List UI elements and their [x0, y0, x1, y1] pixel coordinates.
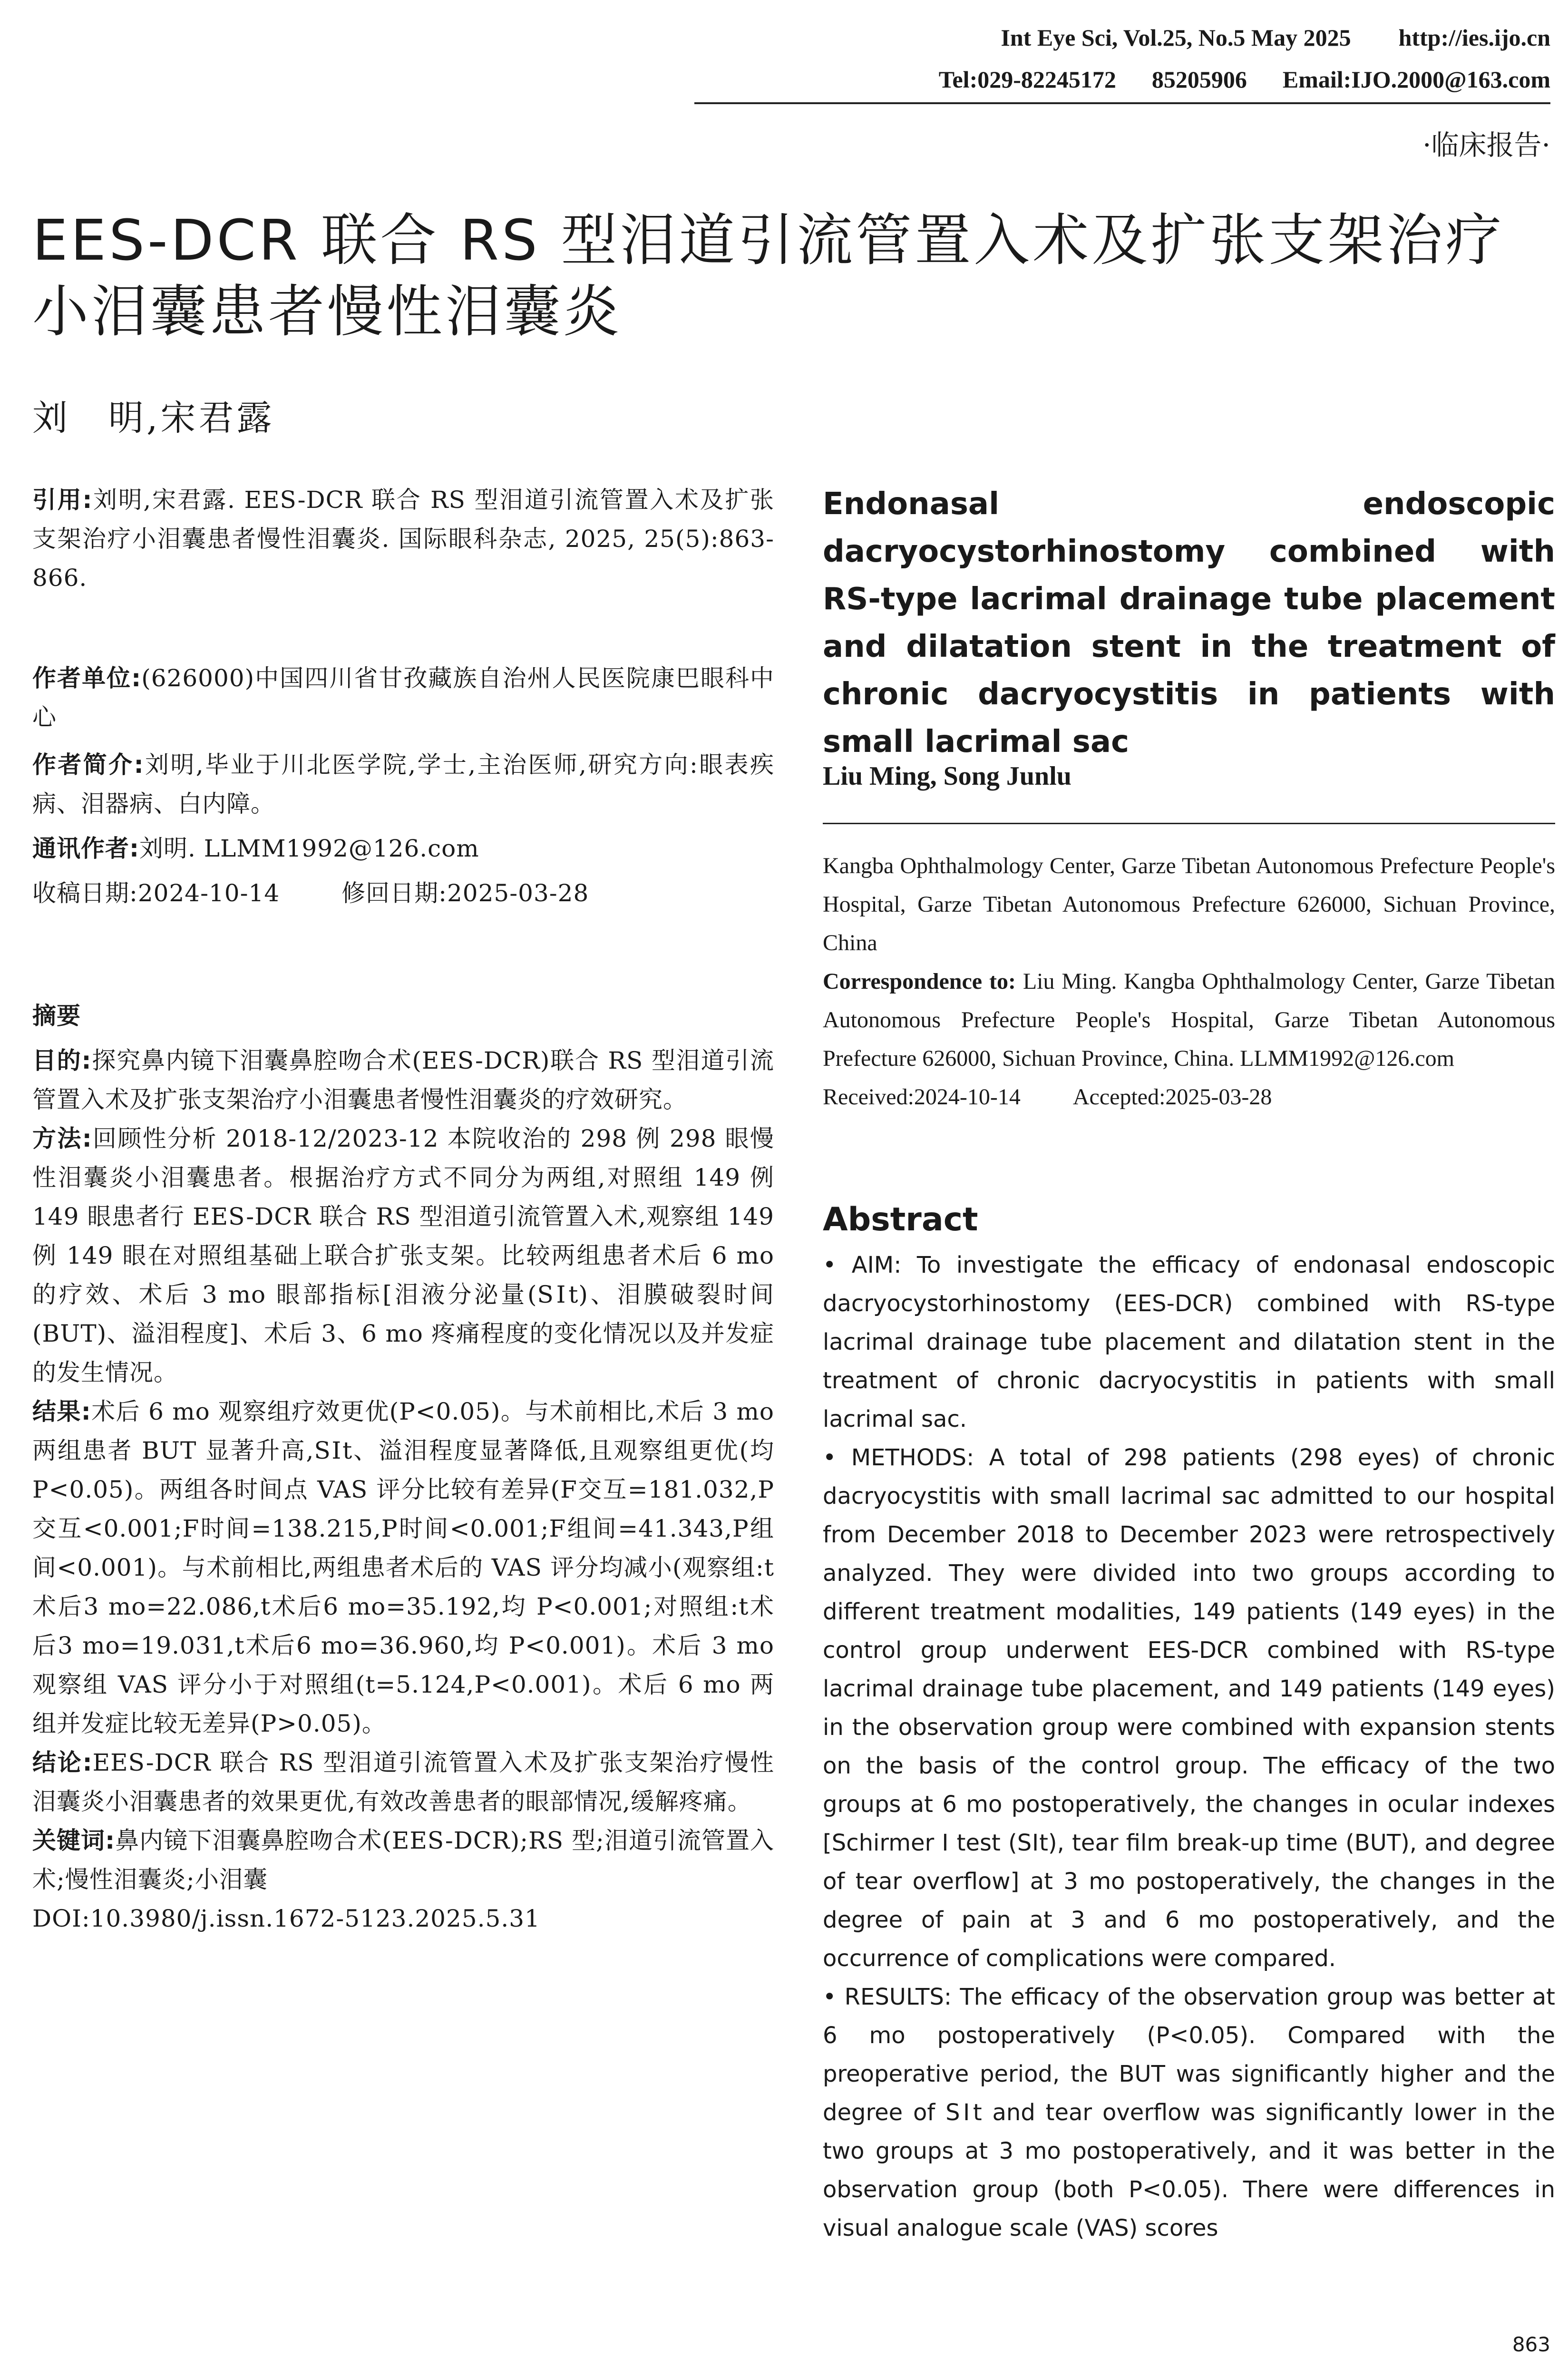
english-received: Received:2024-10-14: [823, 1084, 1021, 1110]
english-correspondence-text: Liu Ming. Kangba Ophthalmology Center, Garze Tibetan Autonomous Prefecture People's Hospital, Garze Tibetan Autonomous Prefecture 626000, Sichuan Province, China. LLMM1992@126.com: [823, 969, 1556, 1071]
received-date: 2024-10-14: [137, 879, 280, 907]
cn-aim: [32, 1041, 774, 1119]
english-methods-text: A total of 298 patients (298 eyes) of chronic dacryocystitis with small lacrimal sac admitted to our hospital from December 2018 to December 2023 were retrospectively analyzed. They were divided into two groups according to different treatment modalities, 149 patients (149 eyes) in the control group underwent EES-DCR combined with RS-type lacrimal drainage tube placement, and 149 patients (149 eyes) in the observation group were combined with expansion stents on the basis of the control group. The efficacy of the two groups at 6 mo postoperatively, the changes in ocular indexes [Schirmer Ⅰ test (SⅠt), tear film break-up time (BUT), and degree of tear overflow] at 3 mo postoperatively, the changes in the degree of pain at 3 and 6 mo postoperatively, and the occurrence of complications were compared.: [823, 1444, 1555, 1972]
author-rule: [823, 823, 1555, 824]
english-dates: [823, 1078, 1555, 1116]
journal-info: Int Eye Sci, Vol.25, No.5 May 2025 http://ies.ijo.cn: [1001, 24, 1550, 51]
english-results-label: RESULTS:: [844, 1984, 952, 2010]
cn-conclusion-label: 结论:: [32, 1749, 93, 1776]
english-affiliation-block: [823, 847, 1555, 1116]
english-methods-label: METHODS:: [851, 1444, 974, 1471]
cn-results-label: 结果:: [32, 1398, 91, 1425]
header-rule: [694, 102, 1550, 104]
cn-methods: [32, 1119, 774, 1392]
citation-label: 引用:: [32, 486, 93, 514]
english-abstract: [823, 1246, 1555, 2248]
english-results-text: The efficacy of the observation group was better at 6 mo postoperatively (P<0.05). Compared with the preoperative period, the BUT was significantly higher and the degree of SⅠt and tear overflow was significantly lower in the two groups at 3 mo postoperatively, and it was better in the observation group (both P<0.05). There were differences in visual analogue scale (VAS) scores: [823, 1984, 1556, 2241]
cn-keywords: [32, 1821, 774, 1899]
english-title: Endonasal endoscopic dacryocystorhinostomy combined with RS-type lacrimal drainage tube placement and dilatation stent in the treatment of chronic dacryocystitis in patients with small lacrimal sac: [823, 487, 1555, 760]
author-unit-label: 作者单位:: [32, 664, 142, 692]
cn-conclusion-text: EES-DCR 联合 RS 型泪道引流管置入术及扩张支架治疗慢性泪囊炎小泪囊患者的效果更优,有效改善患者的眼部情况,缓解疼痛。: [32, 1749, 775, 1815]
author-bio-label: 作者简介:: [32, 751, 144, 779]
article-authors: 刘 明,宋君露: [32, 398, 275, 438]
english-correspondence: [823, 962, 1555, 1078]
english-aim-text: To investigate the efficacy of endonasal endoscopic dacryocystorhinostomy (EES-DCR) combined with RS-type lacrimal drainage tube placement and dilatation stent in the treatment of chronic dacryocystitis in patients with small lacrimal sac.: [823, 1252, 1555, 1432]
author-unit-text: (626000)中国四川省甘孜藏族自治州人民医院康巴眼科中心: [32, 664, 775, 731]
english-authors: Liu Ming, Song Junlu: [823, 761, 1071, 791]
english-abstract-heading: Abstract: [823, 1201, 978, 1238]
cn-abstract-heading: 摘要: [32, 1002, 81, 1030]
citation: [32, 480, 774, 597]
cn-keywords-text: 鼻内镜下泪囊鼻腔吻合术(EES-DCR);RS 型;泪道引流管置入术;慢性泪囊炎;小泪囊: [32, 1827, 774, 1893]
page-number: 863: [1512, 2333, 1550, 2356]
corresponding-author-label: 通讯作者:: [32, 835, 139, 862]
dates: [32, 874, 774, 913]
english-correspondence-label: Correspondence to:: [823, 969, 1016, 994]
cn-methods-text: 回顾性分析 2018-12/2023-12 本院收治的 298 例 298 眼慢性泪囊炎小泪囊患者。根据治疗方式不同分为两组,对照组 149 例 149 眼患者行 EES-DCR 联合 RS 型泪道引流管置入术,观察组 149 例 149 眼在对照组基础上联合扩张支架。比较两组患者术后 6 mo 的疗效、术后 3 mo 眼部指标[泪液分泌量(SⅠt)、泪膜破裂时间(BUT)、溢泪程度]、术后 3、6 mo 疼痛程度的变化情况以及并发症的发生情况。: [32, 1125, 774, 1386]
author-bio: [32, 745, 774, 823]
corresponding-author: [32, 829, 774, 868]
cn-methods-label: 方法:: [32, 1125, 92, 1152]
cn-results-text: 术后 6 mo 观察组疗效更优(P<0.05)。与术前相比,术后 3 mo 两组患者 BUT 显著升高,SⅠt、溢泪程度显著降低,且观察组更优(均 P<0.05)。两组各时间点 VAS 评分比较有差异(F交互=181.032,P交互<0.001;F时间=138.215,P时间<0.001;F组间=41.343,P组间<0.001)。与术前相比,两组患者术后的 VAS 评分均减小(观察组:t术后3 mo=22.086,t术后6 mo=35.192,均 P<0.001;对照组:t术后3 mo=19.031,t术后6 mo=36.960,均 P<0.001)。术后 3 mo 观察组 VAS 评分小于对照组(t=5.124,P<0.001)。术后 6 mo 两组并发症比较无差异(P>0.05)。: [32, 1398, 774, 1737]
doi: DOI:10.3980/j.issn.1672-5123.2025.5.31: [32, 1905, 540, 1932]
english-aim-label: AIM:: [851, 1252, 902, 1278]
cn-aim-text: 探究鼻内镜下泪囊鼻腔吻合术(EES-DCR)联合 RS 型泪道引流管置入术及扩张支架治疗小泪囊患者慢性泪囊炎的疗效研究。: [32, 1047, 774, 1113]
cn-abstract: [32, 996, 774, 1938]
article-title: EES-DCR 联合 RS 型泪道引流管置入术及扩张支架治疗小泪囊患者慢性泪囊炎: [32, 207, 1505, 344]
english-methods: • METHODS: A total of 298 patients (298 eyes) of chronic dacryocystitis with small lacrimal sac admitted to our hospital from December 2018 to December 2023 were retrospectively analyzed. They were divided into two groups according to different treatment modalities, 149 patients (149 eyes) in the control group underwent EES-DCR combined with RS-type lacrimal drainage tube placement, and 149 patients (149 eyes) in the observation group were combined with expansion stents on the basis of the control group. The efficacy of the two groups at 6 mo postoperatively, the changes in ocular indexes [Schirmer Ⅰ test (SⅠt), tear film break-up time (BUT), and degree of tear overflow] at 3 mo postoperatively, the changes in the degree of pain at 3 and 6 mo postoperatively, and the occurrence of complications were compared.: [823, 1444, 1555, 1972]
english-aim: • AIM: To investigate the efficacy of endonasal endoscopic dacryocystorhinostomy (EES-DCR) combined with RS-type lacrimal drainage tube placement and dilatation stent in the treatment of chronic dacryocystitis in patients with small lacrimal sac.: [823, 1252, 1555, 1432]
author-meta: [32, 659, 774, 913]
english-affiliation: Kangba Ophthalmology Center, Garze Tibetan Autonomous Prefecture People's Hospital, Garze Tibetan Autonomous Prefecture 626000, Sichuan Province, China: [823, 853, 1555, 955]
received-label: 收稿日期:: [32, 879, 138, 907]
cn-conclusion: [32, 1743, 774, 1821]
citation-text: 刘明,宋君露. EES-DCR 联合 RS 型泪道引流管置入术及扩张支架治疗小泪囊患者慢性泪囊炎. 国际眼科杂志, 2025, 25(5):863-866.: [32, 486, 775, 592]
english-accepted: Accepted:2025-03-28: [1072, 1084, 1272, 1110]
cn-keywords-label: 关键词:: [32, 1827, 116, 1854]
journal-contact: Tel:029-82245172 85205906 Email:IJO.2000@163.com: [938, 66, 1550, 93]
corresponding-author-text: 刘明. LLMM1992@126.com: [139, 835, 479, 862]
cn-aim-label: 目的:: [32, 1047, 92, 1074]
revised-date: 2025-03-28: [447, 879, 589, 907]
author-unit: [32, 659, 774, 737]
cn-results: [32, 1392, 774, 1743]
revised-label: 修回日期:: [341, 879, 447, 907]
author-bio-text: 刘明,毕业于川北医学院,学士,主治医师,研究方向:眼表疾病、泪器病、白内障。: [32, 751, 775, 818]
english-results: • RESULTS: The efficacy of the observation group was better at 6 mo postoperatively (P<0.05). Compared with the preoperative period, the BUT was significantly higher and the degree of SⅠt and tear overflow was significantly lower in the two groups at 3 mo postoperatively, and it was better in the observation group (both P<0.05). There were differences in visual analogue scale (VAS) scores: [823, 1984, 1556, 2241]
article-category: ·临床报告·: [1422, 129, 1550, 161]
